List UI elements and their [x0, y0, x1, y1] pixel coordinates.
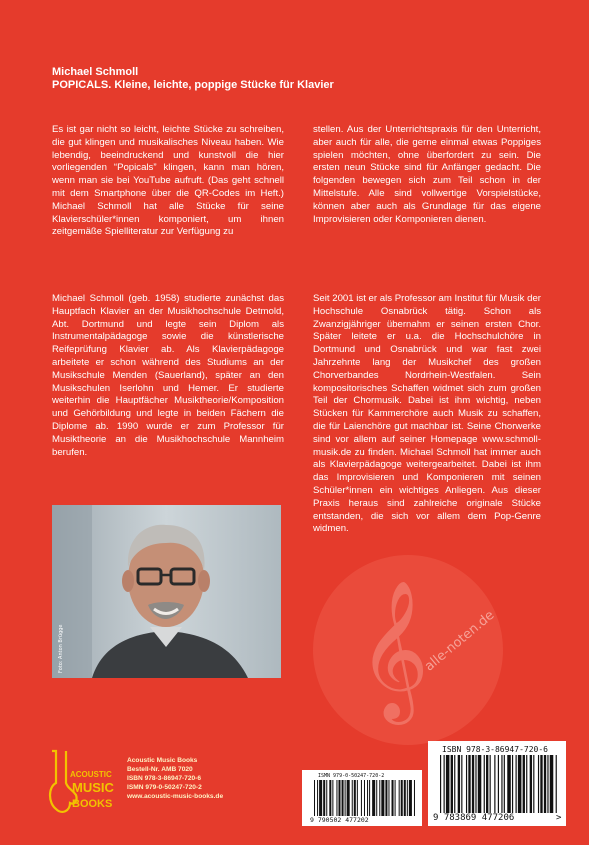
barcode-bar [357, 780, 358, 816]
barcode-bar [533, 755, 534, 813]
barcode-bar [518, 755, 522, 813]
barcode-bar [472, 755, 474, 813]
barcode-bar [504, 755, 505, 813]
bio-text-left: Michael Schmoll (geb. 1958) studierte zunächst das Hauptfach Klavier an der Musikhochschule Detmold, Abt. Dortmund und legte sein Diplom als Instrumentalpädagoge sowie die künstlerische Reifeprüfung Klavier ab. Als Klavierpädagoge arbeitete er schon während des Studiums an der Musikschule Menden (Sauerland), später an den Musikschulen Iserlohn und Hemer. Er studierte weiterhin die Hauptfächer Musiktheorie/Komposition und Gehörbildung und legte in beiden Fächern die Diplome ab. 1990 wurde er zum Professor für Musiktheorie an die Musikhochschule Mannheim berufen. [52, 293, 284, 458]
barcode-bar [512, 755, 513, 813]
barcode-bar [352, 780, 353, 816]
barcode-bar [523, 755, 525, 813]
barcode-bar [399, 780, 400, 816]
barcode-bar [354, 780, 356, 816]
isbn-barcode-digits: 9 783869 477206 [433, 813, 515, 823]
barcode-bar [338, 780, 340, 816]
publisher-name: Acoustic Music Books [127, 757, 198, 764]
barcode-bar [409, 780, 412, 816]
author-name: Michael Schmoll [52, 66, 139, 78]
barcode-bar [401, 780, 403, 816]
order-number: Bestell-Nr. AMB 7020 [127, 766, 193, 773]
barcode-bar [540, 755, 542, 813]
barcode-bar [345, 780, 346, 816]
barcode-bar [379, 780, 380, 816]
barcode-bar [444, 755, 445, 813]
barcode-bar [342, 780, 344, 816]
barcode-bar [494, 755, 495, 813]
intro-text-left: Es ist gar nicht so leicht, leichte Stücke zu schreiben, die gut klingen und musikalisches Niveau haben. Wie lebendig, beeindruckend und kunstvoll die hier vorliegenden “Popicals” klingen, kann man hören, wenn man sie bei YouTube aufruft. (Das geht schnell mit dem Smartphone über die QR-Codes im Heft.) Michael Schmoll hat alle Stücke für seine Klavierschüler*innen komponiert, um ihnen zeitgemäße Spielliteratur zur Verfügung zu [52, 124, 284, 238]
barcode-bar [381, 780, 384, 816]
portrait-illustration [52, 505, 281, 678]
publisher-info [127, 756, 223, 801]
barcode-bars [314, 780, 416, 816]
barcode-bar [414, 780, 415, 816]
book-title: POPICALS. Kleine, leichte, poppige Stücke für Klavier [52, 79, 334, 91]
isbn-text: ISBN 978-3-86947-720-6 [127, 775, 202, 782]
barcode-bar [526, 755, 527, 813]
header [52, 66, 334, 92]
barcode-bar [538, 755, 539, 813]
author-photo [52, 505, 281, 678]
barcode-bar [329, 780, 331, 816]
barcode-bar [547, 755, 548, 813]
ismn-text: ISMN 979-0-50247-720-2 [127, 784, 202, 791]
isbn-barcode-label: ISBN 978-3-86947-720-6 [442, 745, 548, 754]
logo-line1: ACOUSTIC [70, 770, 112, 779]
barcode-bar [486, 755, 488, 813]
logo-line2: MUSIC [72, 780, 114, 795]
barcode-bar [501, 755, 502, 813]
barcode-bar [475, 755, 476, 813]
barcode-bar [392, 780, 394, 816]
isbn-barcode-arrow: > [556, 813, 562, 823]
barcode-bar [336, 780, 337, 816]
barcode-bar [319, 780, 322, 816]
barcode-bar [461, 755, 462, 813]
guitar-logo-icon [46, 745, 118, 817]
barcode-bar [347, 780, 350, 816]
barcode-bar [451, 755, 453, 813]
barcode-bar [404, 780, 406, 816]
barcode-bar [376, 780, 377, 816]
barcode-bar [550, 755, 554, 813]
ismn-barcode-label: ISMN 979-0-50247-720-2 [318, 773, 385, 779]
barcode-bar [367, 780, 368, 816]
ismn-barcode-digits: 9 790502 477202 [310, 816, 369, 824]
barcode-bar [446, 755, 450, 813]
barcode-bar [395, 780, 396, 816]
barcode-bar [454, 755, 455, 813]
barcode-bar [466, 755, 467, 813]
barcode-bar [478, 755, 482, 813]
barcode-bar [490, 755, 491, 813]
isbn-barcode [428, 741, 566, 826]
treble-clef-icon: 𝄞 [358, 580, 429, 719]
barcode-bar [317, 780, 318, 816]
barcode-bar [369, 780, 370, 816]
publisher-logo [46, 745, 118, 817]
barcode-bar [468, 755, 470, 813]
watermark-text: alle-noten.de [422, 607, 498, 675]
barcode-bar [361, 780, 362, 816]
barcode-bar [385, 780, 387, 816]
barcode-bar [498, 755, 499, 813]
barcode-bar [544, 755, 546, 813]
barcode-bar [516, 755, 517, 813]
barcode-bar [530, 755, 532, 813]
barcode-bar [332, 780, 333, 816]
barcode-bars [440, 755, 558, 813]
barcode-bar [556, 755, 557, 813]
barcode-bar [507, 755, 511, 813]
barcode-bar [407, 780, 408, 816]
barcode-bar [388, 780, 389, 816]
barcode-bar [458, 755, 460, 813]
logo-line3: BOOKS [72, 798, 113, 810]
barcode-bar [484, 755, 485, 813]
publisher-website: www.acoustic-music-books.de [127, 793, 224, 800]
barcode-bar [364, 780, 365, 816]
barcode-bar [326, 780, 327, 816]
bio-text-right: Seit 2001 ist er als Professor am Institut für Musik der Hochschule Osnabrück tätig. Schon als Zwanzigjähriger übernahm er seinen ersten Chor. Später leitete er u.a. die Hochschulchöre in Dortmund und Osnabrück und war fast zwei Jahrzehnte lang der Musikchef des großen Chorverbandes Nordrhein-Westfalen. Sein kompositorisches Schaffen widmet sich zum großen Teil der Chormusik. Dabei ist ihm wichtig, neben Stücken für Kammerchöre auch Musik zu schaffen, die für Laienchöre gut machbar ist. Seine Chorwerke sind vor allem auf seiner Homepage www.schmoll-musik.de zu finden. Michael Schmoll hat immer auch als Klavierpädagoge weitergearbeitet. Dabei ist ihm das Improvisieren und Komponieren mit seinen Schüler*innen ein wichtiges Anliegen. Aus dieser Praxis heraus sind zahlreiche originale Stücke entstanden, die sich vor allem dem Pop-Genre widmen. [313, 293, 541, 535]
photo-credit: Foto: Anton Brügge [58, 624, 64, 673]
barcode-bar [440, 755, 441, 813]
barcode-bar [372, 780, 375, 816]
intro-text-right: stellen. Aus der Unterrichtspraxis für den Unterricht, aber auch für alle, die gerne einmal etwas Poppiges spielen möchten, ohne überfordert zu sein. Die ersten neun Stücke sind für Anfänger gedacht. Die folgenden bewegen sich zum Teil schon in der Mittelstufe. Alle sind vollwertige Vorspielstücke, können aber auch als Grundlage für das eigene Improvisieren oder Komponieren dienen. [313, 124, 541, 225]
barcode-bar [314, 780, 315, 816]
ismn-barcode [302, 770, 422, 826]
barcode-bar [323, 780, 325, 816]
